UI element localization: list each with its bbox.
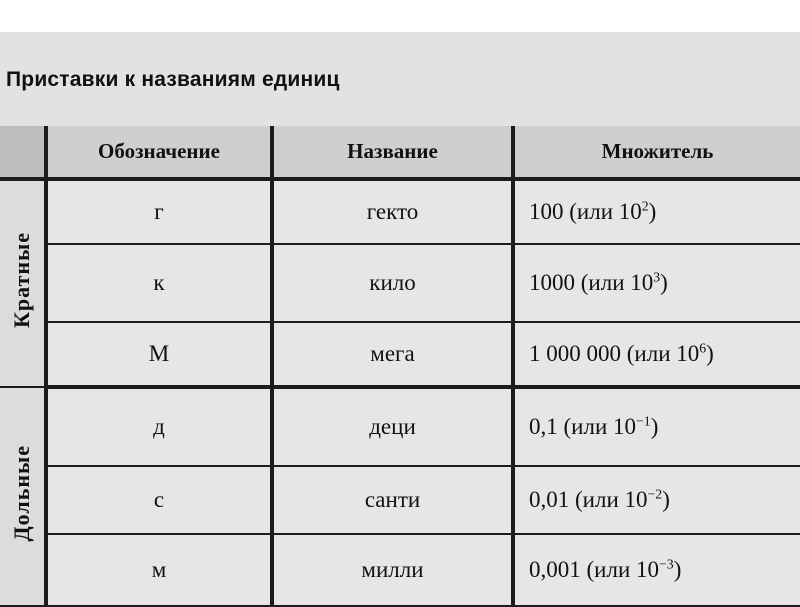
- multiplier-exponent: −2: [647, 486, 663, 502]
- page-title: Приставки к названиям единиц: [6, 68, 340, 91]
- name-cell: деци: [272, 387, 513, 466]
- multiplier-close: ): [706, 341, 714, 366]
- multiplier-close: ): [673, 557, 682, 582]
- name-cell: мега: [272, 322, 513, 387]
- table-row: [0, 534, 800, 606]
- designation-cell: М: [46, 322, 272, 387]
- designation-cell: к: [46, 244, 272, 322]
- table-row: [0, 466, 800, 534]
- multiplier-text: 100 (или 10: [529, 199, 642, 224]
- multiplier-text: 0,001 (или 10: [529, 557, 660, 582]
- multiplier-exponent: −1: [636, 413, 651, 429]
- table-row: [0, 179, 800, 244]
- header-multiplier: Множитель: [513, 126, 800, 179]
- group-label-text: Кратные: [9, 232, 34, 329]
- multiplier-cell: [513, 466, 800, 534]
- multiplier-close: ): [650, 414, 659, 439]
- multiplier-text: 1000 (или 10: [529, 270, 654, 295]
- designation-cell: с: [46, 466, 272, 534]
- designation-cell: д: [46, 387, 272, 466]
- multiplier-cell: [513, 534, 800, 606]
- name-cell: милли: [272, 534, 513, 606]
- designation-cell: г: [46, 179, 272, 244]
- group-label-submultiples: [0, 387, 46, 606]
- table-row: [0, 244, 800, 322]
- multiplier-close: ): [660, 270, 668, 295]
- multiplier-text: 1 000 000 (или 10: [529, 341, 700, 366]
- header-corner: [0, 126, 46, 179]
- multiplier-exponent: 6: [699, 340, 707, 356]
- name-cell: гекто: [272, 179, 513, 244]
- prefix-table: [0, 126, 800, 607]
- scanned-table-photo: [0, 32, 800, 582]
- table-row: [0, 322, 800, 387]
- multiplier-close: ): [648, 199, 657, 224]
- header-name: Название: [272, 126, 513, 179]
- multiplier-cell: [513, 387, 800, 466]
- table-header-row: [0, 126, 800, 179]
- multiplier-exponent: −3: [659, 556, 674, 572]
- multiplier-text: 0,01 (или 10: [529, 487, 648, 512]
- multiplier-exponent: 2: [641, 198, 649, 214]
- multiplier-cell: [513, 322, 800, 387]
- header-designation: Обозначение: [46, 126, 272, 179]
- multiplier-text: 0,1 (или 10: [529, 414, 637, 439]
- group-label-text: Дольные: [9, 445, 34, 542]
- designation-cell: м: [46, 534, 272, 606]
- multiplier-cell: [513, 244, 800, 322]
- table-row: [0, 387, 800, 466]
- multiplier-close: ): [662, 487, 670, 512]
- multiplier-exponent: 3: [653, 269, 661, 285]
- group-label-multiples: [0, 179, 46, 387]
- name-cell: кило: [272, 244, 513, 322]
- multiplier-cell: [513, 179, 800, 244]
- name-cell: санти: [272, 466, 513, 534]
